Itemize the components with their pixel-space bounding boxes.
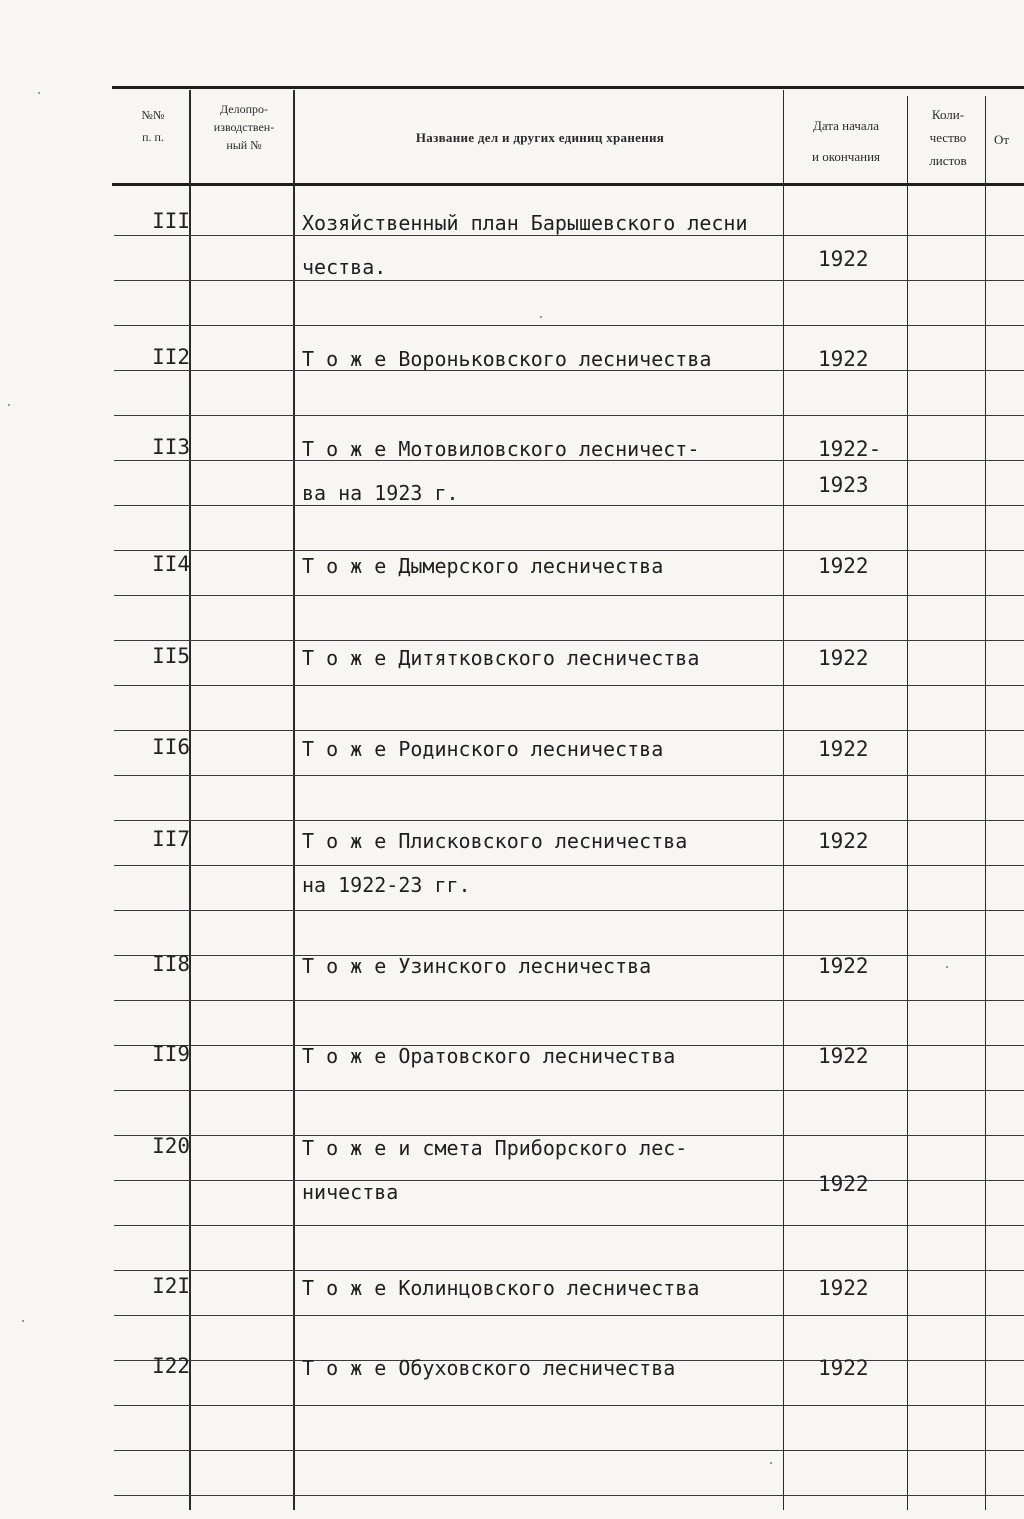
ruled-line bbox=[114, 1270, 1024, 1271]
column-rule bbox=[985, 96, 986, 1510]
entry-number: I22 bbox=[152, 1354, 190, 1378]
header-col-sheets: Коли- чество листов bbox=[929, 107, 967, 168]
entry-date: 1922 bbox=[818, 554, 869, 578]
entry-number: II5 bbox=[152, 644, 190, 668]
entry-title-line: Т о ж е Узинского лесничества bbox=[302, 954, 652, 978]
ruled-line bbox=[114, 1090, 1024, 1091]
ruled-line bbox=[114, 640, 1024, 641]
header-top-rule bbox=[112, 86, 1024, 89]
entry-date: 1922 bbox=[818, 1172, 869, 1196]
ruled-line bbox=[114, 1180, 1024, 1181]
scan-speck bbox=[8, 404, 10, 406]
scan-speck bbox=[22, 1320, 24, 1322]
entry-number: II3 bbox=[152, 435, 190, 459]
header-col-num: №№ п. п. bbox=[141, 108, 165, 145]
entry-title-line: Т о ж е Оратовского лесничества bbox=[302, 1044, 676, 1068]
entry-number: II9 bbox=[152, 1042, 190, 1066]
ruled-line bbox=[114, 280, 1024, 281]
entry-date: 1922 bbox=[818, 954, 869, 978]
entry-number: II2 bbox=[152, 345, 190, 369]
entry-title-line: на 1922-23 гг. bbox=[302, 873, 471, 897]
entry-number: II6 bbox=[152, 735, 190, 759]
ruled-line bbox=[114, 415, 1024, 416]
entry-title-line: Т о ж е Родинского лесничества bbox=[302, 737, 664, 761]
ruled-line bbox=[114, 1225, 1024, 1226]
ruled-line bbox=[114, 1450, 1024, 1451]
scan-speck bbox=[38, 92, 40, 94]
entry-title-line: Т о ж е Дымерского лесничества bbox=[302, 554, 664, 578]
ruled-line bbox=[114, 775, 1024, 776]
scan-speck bbox=[540, 316, 542, 318]
entry-date: 1922 bbox=[818, 247, 869, 271]
entry-title-line: Т о ж е Вороньковского лесничества bbox=[302, 347, 712, 371]
column-rule bbox=[293, 90, 295, 1510]
entry-date: 1922- bbox=[818, 437, 882, 461]
ruled-line bbox=[114, 730, 1024, 731]
entry-number: III bbox=[152, 209, 190, 233]
entry-date: 1922 bbox=[818, 646, 869, 670]
ruled-line bbox=[114, 235, 1024, 236]
entry-title-line: чества. bbox=[302, 255, 387, 279]
entry-title-line: ва на 1923 г. bbox=[302, 481, 459, 505]
entry-title-line: Т о ж е Мотовиловского лесничест- bbox=[302, 437, 700, 461]
ruled-line bbox=[114, 910, 1024, 911]
entry-title-line: Т о ж е Дитятковского лесничества bbox=[302, 646, 700, 670]
ruled-line bbox=[114, 1495, 1024, 1496]
ruled-line bbox=[114, 325, 1024, 326]
entry-date: 1922 bbox=[818, 829, 869, 853]
entry-title-line: Т о ж е Обуховского лесничества bbox=[302, 1356, 676, 1380]
entry-number: II4 bbox=[152, 552, 190, 576]
ruled-line bbox=[114, 1405, 1024, 1406]
ruled-line bbox=[114, 865, 1024, 866]
entry-number: II7 bbox=[152, 827, 190, 851]
entry-title-line: Т о ж е Плисковского лесничества bbox=[302, 829, 688, 853]
entry-date: 1922 bbox=[818, 737, 869, 761]
scan-speck bbox=[946, 966, 948, 968]
header-bottom-rule bbox=[112, 183, 1024, 186]
entry-date: 1922 bbox=[818, 347, 869, 371]
entry-title-line: Т о ж е и смета Приборского лес- bbox=[302, 1136, 688, 1160]
entry-number: I20 bbox=[152, 1134, 190, 1158]
column-rule bbox=[907, 96, 908, 1510]
header-col-dates: Дата начала и окончания bbox=[811, 118, 881, 165]
entry-title-line: Хозяйственный план Барышевского лесни bbox=[302, 211, 748, 235]
ruled-line bbox=[114, 1000, 1024, 1001]
ruled-line bbox=[114, 595, 1024, 596]
entry-number: II8 bbox=[152, 952, 190, 976]
entry-number: I2I bbox=[152, 1274, 190, 1298]
header-col-office-no: Делопро- изводствен- ный № bbox=[213, 102, 275, 152]
entry-date: 1922 bbox=[818, 1044, 869, 1068]
ruled-line bbox=[114, 550, 1024, 551]
ruled-line bbox=[114, 505, 1024, 506]
header-col-title: Название дел и других единиц хранения bbox=[415, 130, 665, 145]
scan-speck bbox=[770, 1462, 772, 1464]
ruled-line bbox=[114, 685, 1024, 686]
entry-date: 1922 bbox=[818, 1276, 869, 1300]
column-rule bbox=[783, 90, 784, 1510]
entry-title-line: Т о ж е Колинцовского лесничества bbox=[302, 1276, 700, 1300]
header-col-notes: От bbox=[994, 132, 1010, 147]
entry-title-line: ничества bbox=[302, 1180, 399, 1204]
ruled-line bbox=[114, 820, 1024, 821]
ruled-line bbox=[114, 1315, 1024, 1316]
entry-date: 1922 bbox=[818, 1356, 869, 1380]
entry-date: 1923 bbox=[818, 473, 869, 497]
